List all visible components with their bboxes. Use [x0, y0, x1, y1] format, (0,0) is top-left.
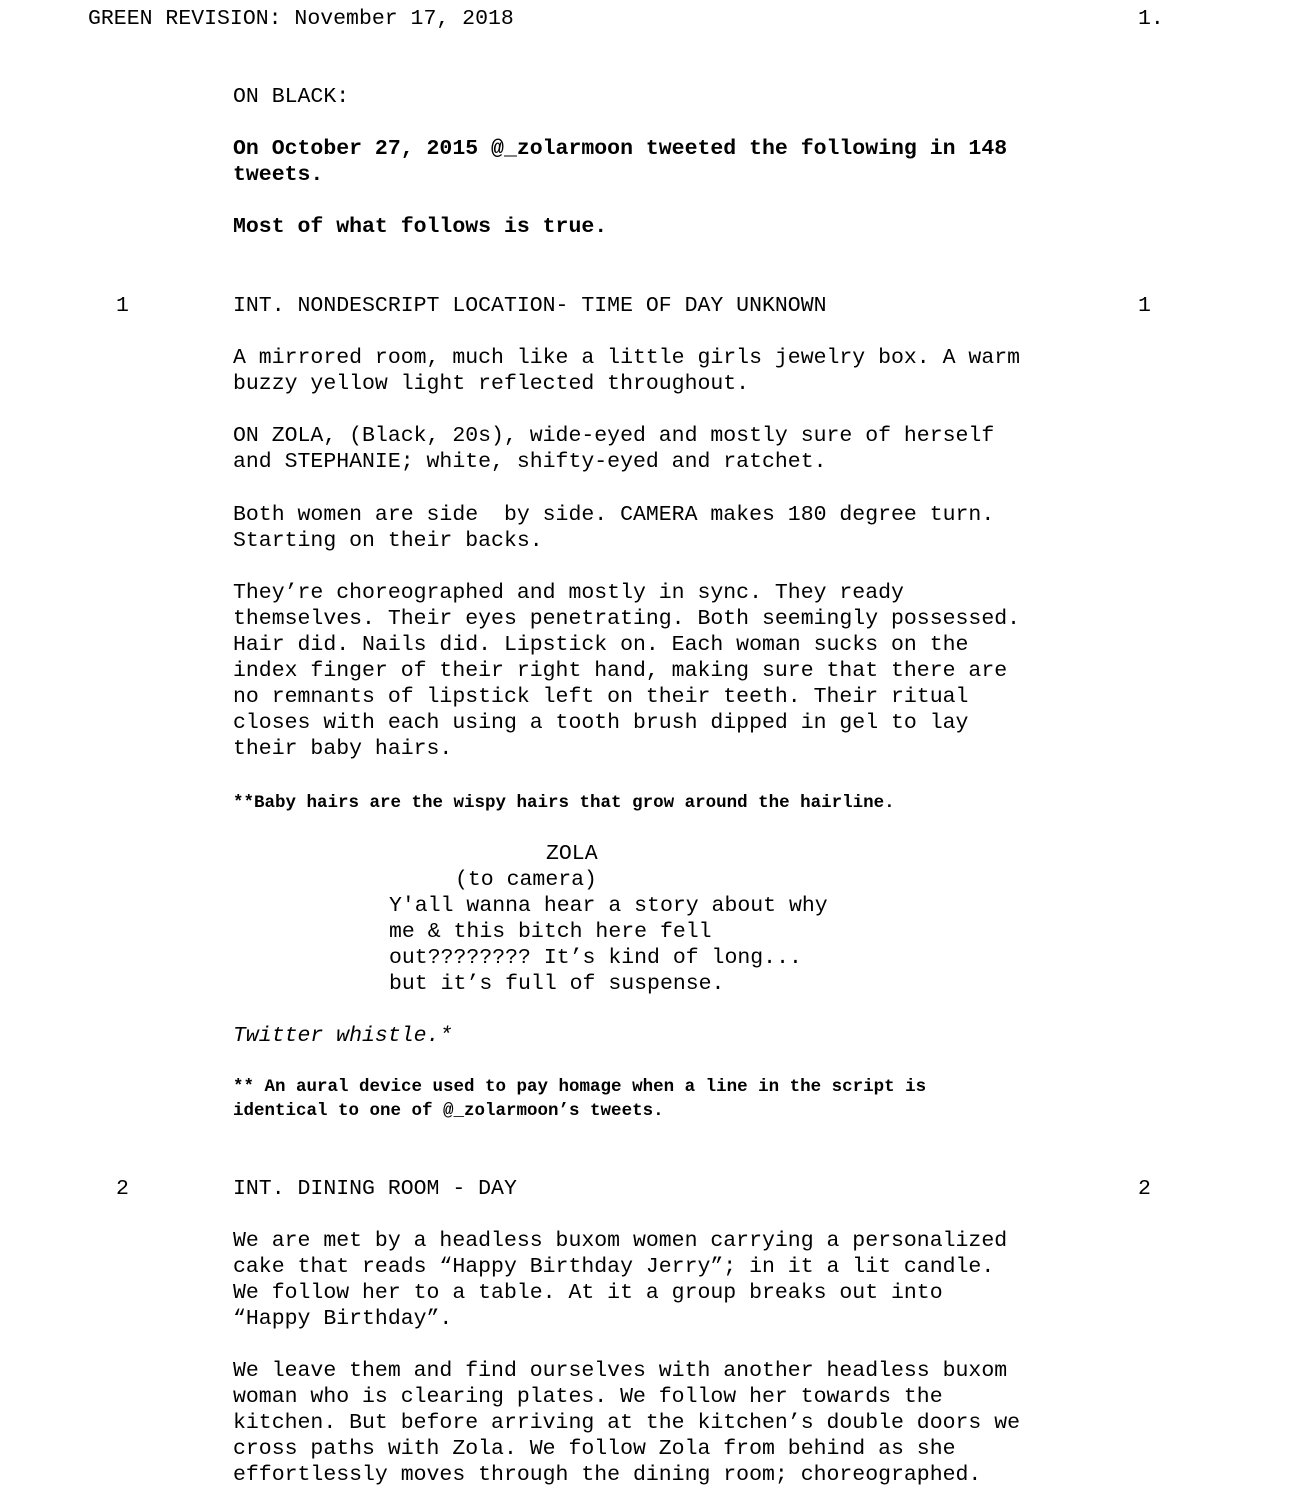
page-number: 1. [1138, 7, 1164, 31]
action-paragraph: They’re choreographed and mostly in sync. They ready themselves. Their eyes penetrating. Both seemingly possessed. Hair did. Nails did. Lipstick on. Each woman sucks on the index finger of their right hand, making sure that there are no remnants of lipstick left on their teeth. Their ritual closes with each using a tooth brush dipped in gel to lay their baby hairs. [233, 581, 1021, 761]
scene-number-right: 1 [1138, 294, 1151, 318]
action-paragraph: Both women are side by side. CAMERA makes 180 degree turn. Starting on their backs. [233, 503, 995, 553]
parenthetical: (to camera) [455, 868, 597, 892]
action-paragraph: We leave them and find ourselves with another headless buxom woman who is clearing plates. We follow her towards the kitchen. But before arriving at the kitchen’s double doors we cross paths with Zola. We follow Zola from behind as she effortlessly moves through the dining room; choreographed. [233, 1359, 1021, 1487]
scene-number-right: 2 [1138, 1177, 1151, 1201]
scene-heading: INT. DINING ROOM - DAY [233, 1177, 517, 1201]
action-paragraph: A mirrored room, much like a little girls jewelry box. A warm buzzy yellow light reflected throughout. [233, 346, 1021, 396]
scene-number-left: 2 [116, 1177, 129, 1201]
title-card-tweet-count: On October 27, 2015 @_zolarmoon tweeted the following in 148 tweets. [233, 137, 1008, 187]
character-name: ZOLA [546, 842, 598, 866]
on-black-transition: ON BLACK: [233, 85, 350, 109]
action-paragraph: ON ZOLA, (Black, 20s), wide-eyed and mostly sure of herself and STEPHANIE; white, shifty-eyed and ratchet. [233, 424, 995, 474]
revision-header: GREEN REVISION: November 17, 2018 [88, 7, 514, 31]
action-paragraph: We are met by a headless buxom women carrying a personalized cake that reads “Happy Birthday Jerry”; in it a lit candle. We follow her to a table. At it a group breaks out into “Happy Birthday”. [233, 1229, 1008, 1331]
scene-number-left: 1 [116, 294, 129, 318]
dialogue: Y'all wanna hear a story about why me & this bitch here fell out???????? It’s kind of long... but it’s full of suspense. [389, 894, 828, 996]
sound-cue: Twitter whistle.* [233, 1024, 453, 1048]
footnote: **Baby hairs are the wispy hairs that grow around the hairline. [233, 793, 895, 813]
footnote: ** An aural device used to pay homage when a line in the script is identical to one of @_zolarmoon’s tweets. [233, 1077, 927, 1121]
scene-heading: INT. NONDESCRIPT LOCATION- TIME OF DAY UNKNOWN [233, 294, 827, 318]
title-card-truth: Most of what follows is true. [233, 215, 608, 239]
